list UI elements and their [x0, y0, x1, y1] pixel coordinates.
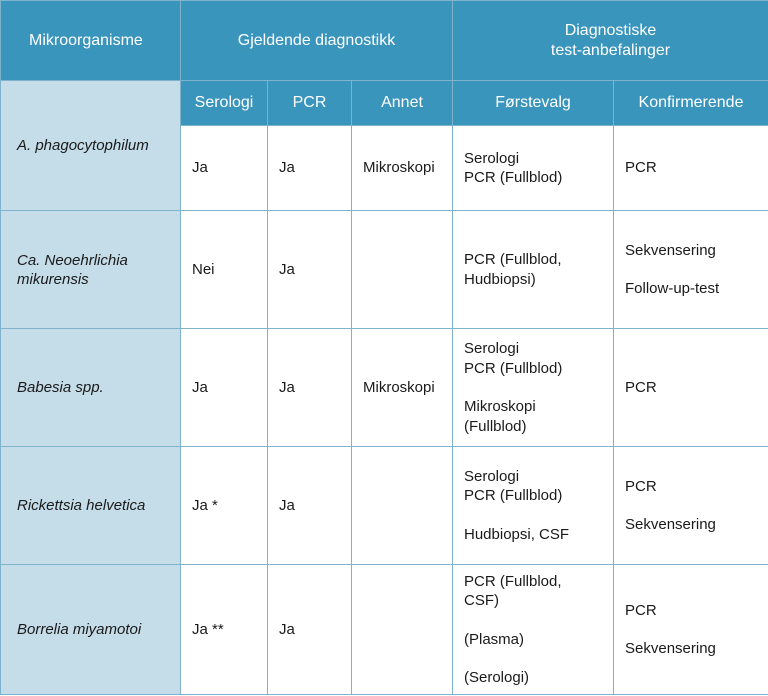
other-cell — [352, 211, 453, 329]
organism-cell — [1, 565, 181, 695]
other-cell: Mikroskopi — [352, 329, 453, 447]
organism-name: Borrelia miyamotoi — [17, 621, 142, 638]
first-choice-text: Serologi PCR (Fullblod) — [464, 149, 563, 186]
organism-cell — [1, 447, 181, 565]
organism-cell — [1, 81, 181, 211]
first-choice-text: Hudbiopsi, CSF — [464, 525, 570, 543]
first-choice-cell — [453, 565, 614, 695]
organism-name: Ca. Neoehrlichia mikurensis — [17, 251, 128, 288]
table-row — [1, 565, 768, 695]
first-choice-text: PCR (Fullblod, CSF) — [464, 572, 562, 609]
first-choice-cell — [453, 329, 614, 447]
confirming-cell — [614, 211, 768, 329]
serology-cell: Ja ** — [181, 565, 268, 695]
header-serology: Serologi — [181, 81, 268, 126]
organism-name: Rickettsia helvetica — [17, 497, 146, 514]
confirming-text: Sekvensering — [625, 640, 716, 657]
first-choice-text: PCR (Fullblod, Hudbiopsi) — [464, 251, 562, 288]
confirming-text: Follow-up-test — [625, 280, 720, 297]
header-current-diagnostics: Gjeldende diagnostikk — [181, 1, 453, 81]
confirming-text: Sekvensering — [625, 516, 716, 533]
organism-cell — [1, 329, 181, 447]
confirming-text: PCR — [625, 477, 657, 495]
header-pcr: PCR — [268, 81, 352, 126]
first-choice-text: (Plasma) — [464, 630, 525, 648]
first-choice-text: (Serologi) — [464, 669, 530, 686]
confirming-text: PCR — [625, 601, 657, 619]
table-row — [1, 211, 768, 329]
first-choice-text: Serologi PCR (Fullblod) — [464, 467, 563, 505]
pcr-cell: Ja — [268, 126, 352, 211]
confirming-text: PCR — [625, 159, 657, 177]
table-row — [1, 329, 768, 447]
first-choice-cell — [453, 211, 614, 329]
serology-cell: Nei — [181, 211, 268, 329]
confirming-cell — [614, 329, 768, 447]
organism-name: A. phagocytophilum — [17, 137, 149, 154]
serology-cell: Ja — [181, 329, 268, 447]
header-confirming: Konfirmerende — [614, 81, 768, 126]
other-cell — [352, 447, 453, 565]
header-recommendations — [453, 1, 768, 81]
pcr-cell: Ja — [268, 329, 352, 447]
serology-cell: Ja — [181, 126, 268, 211]
first-choice-cell — [453, 126, 614, 211]
header-organism: Mikroorganisme — [1, 1, 181, 81]
first-choice-text: Mikroskopi (Fullblod) — [464, 398, 536, 435]
confirming-text: Sekvensering — [625, 241, 716, 259]
pcr-cell: Ja — [268, 447, 352, 565]
confirming-cell — [614, 447, 768, 565]
header-other: Annet — [352, 81, 453, 126]
confirming-text: PCR — [625, 378, 657, 396]
pcr-cell: Ja — [268, 211, 352, 329]
first-choice-cell — [453, 447, 614, 565]
first-choice-text: Serologi PCR (Fullblod) — [464, 340, 563, 377]
other-cell — [352, 565, 453, 695]
table-row — [1, 447, 768, 565]
header-first-choice: Førstevalg — [453, 81, 614, 126]
confirming-cell — [614, 565, 768, 695]
confirming-cell — [614, 126, 768, 211]
serology-cell: Ja * — [181, 447, 268, 565]
pcr-cell: Ja — [268, 565, 352, 695]
header-recommendations-label: Diagnostiske test-anbefalinger — [550, 21, 671, 59]
other-cell: Mikroskopi — [352, 126, 453, 211]
organism-name: Babesia spp. — [17, 379, 104, 396]
organism-cell — [1, 211, 181, 329]
